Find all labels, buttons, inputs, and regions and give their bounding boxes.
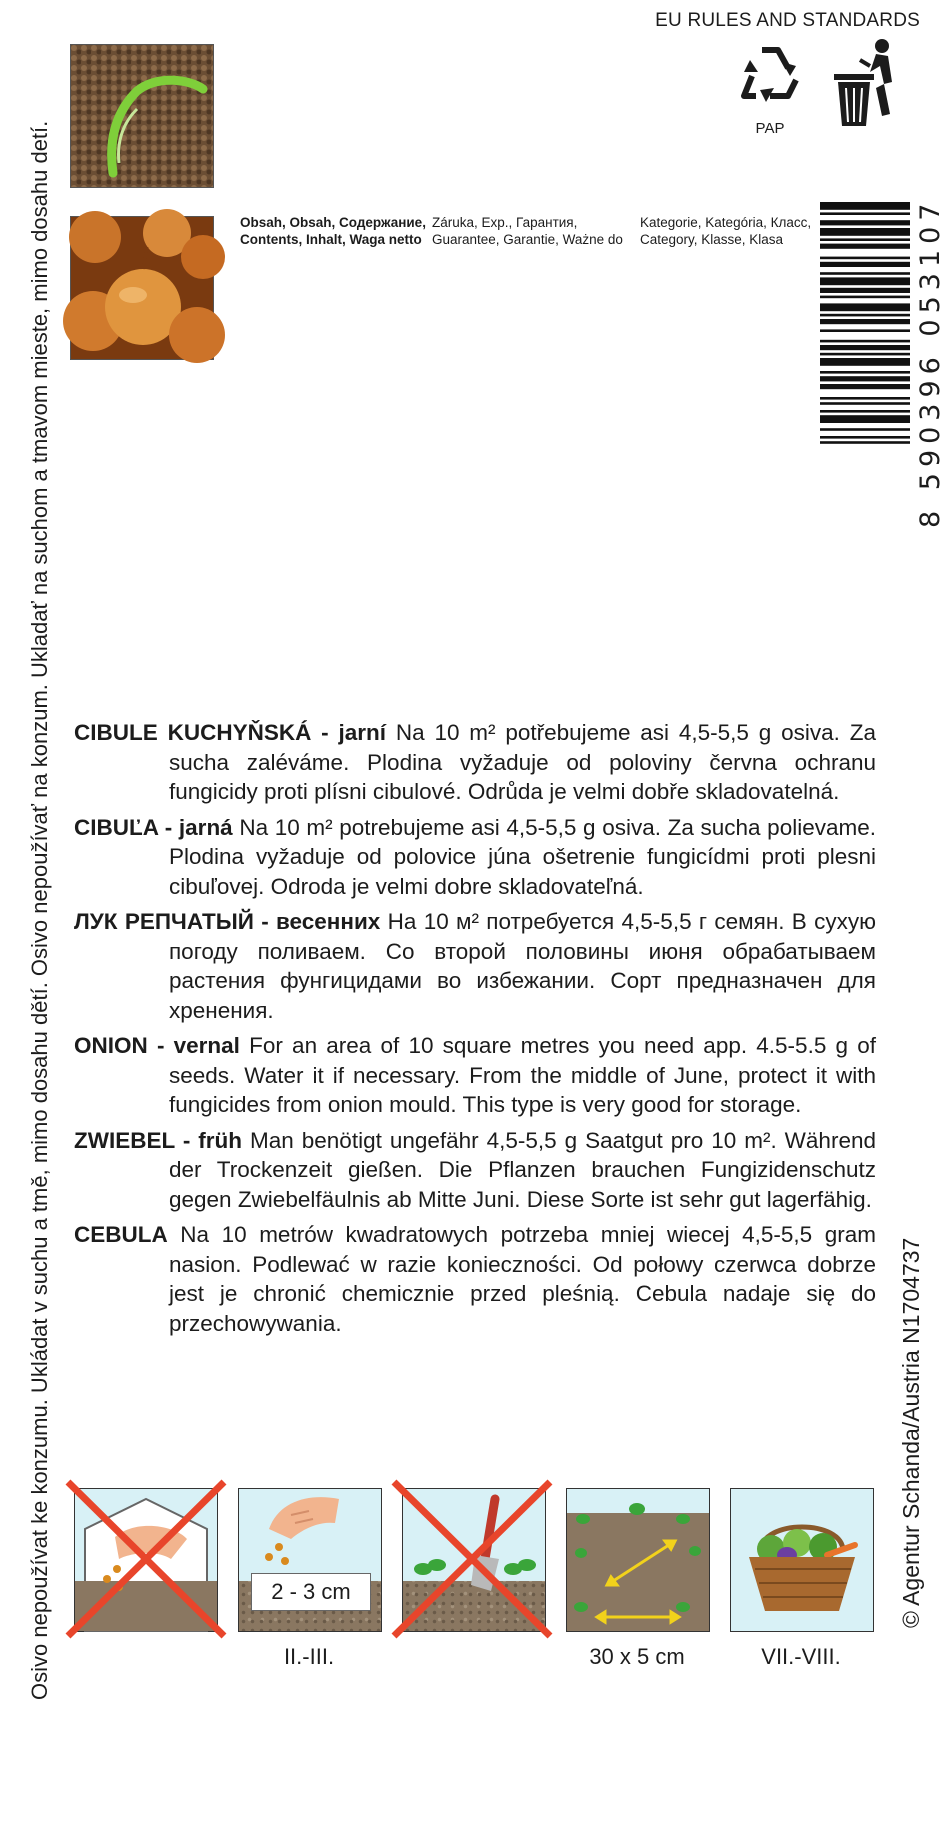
sowing-depth-icon <box>238 1488 382 1632</box>
category-line-2: Category, Klasse, Klasa <box>640 232 784 247</box>
trash-bin-icon <box>830 38 902 130</box>
harvest-basket-icon <box>730 1488 874 1632</box>
sowing-months-label: II.-III. <box>283 1644 335 1669</box>
text-sk: Na 10 m² potrebujeme asi 4,5-5,5 g osiva. Za sucha polievame. Plodina vyžaduje od polovice júna ošetrenie fungicídmi proti plesni cibuľovej. Odroda je velmi dobre skladovateľná. <box>169 814 876 899</box>
description-ru <box>74 907 876 1025</box>
heading-cz: CIBULE KUCHYŇSKÁ - jarní <box>74 720 387 745</box>
expiry-line-2: Guarantee, Garantie, Ważne do <box>432 232 623 247</box>
sowing-depth-label: 2 - 3 cm <box>251 1573 371 1611</box>
category-line-1: Kategorie, Kategória, Класс, <box>640 215 812 230</box>
contents-line-2: Contents, Inhalt, Waga netto <box>240 232 422 247</box>
harvest-months-label: VII.-VIII. <box>761 1644 841 1669</box>
spacing-label: 30 x 5 cm <box>589 1644 685 1669</box>
heading-en: ONION - vernal <box>74 1033 240 1058</box>
description-pl <box>74 1220 876 1338</box>
category-label <box>640 214 811 248</box>
text-en: For an area of 10 square metres you need app. 4.5-5.5 g of seeds. Water it if necessary. From the middle of June, protect it with fungicides from onion mould. This type is very good for storage. <box>169 1033 876 1117</box>
heading-sk: CIBUĽA - jarná <box>74 814 233 840</box>
text-ru: На 10 м² потребуется 4,5-5,5 г семян. В сухую погоду поливаем. Со второй половины июня обрабатываем растения фунгицидами во избежании. Сорт предназначен для хренения. <box>169 909 876 1023</box>
copyright-note: © Agentur Schanda/Austria N1704737 <box>898 1237 924 1628</box>
text-cz: Na 10 m² potřebujeme asi 4,5-5,5 g osiva. Za sucha zaléváme. Plodina vyžaduje od poloviny června ochranu fungicidy proti plísni cibulové. Odrůda je velmi dobře skladovatelná. <box>169 720 876 804</box>
variety-descriptions <box>74 718 876 1344</box>
contents-label <box>240 214 426 248</box>
description-en <box>74 1031 876 1120</box>
barcode <box>820 197 946 528</box>
expiry-line-1: Záruka, Exp., Гарантия, <box>432 215 578 230</box>
onions-photo <box>70 216 214 360</box>
eu-standards-title: EU RULES AND STANDARDS <box>655 10 920 31</box>
description-sk <box>74 813 876 902</box>
contents-line-1: Obsah, Obsah, Содержание, <box>240 215 426 230</box>
not-recommended-cross-2 <box>388 1476 556 1642</box>
not-recommended-cross-1 <box>62 1476 230 1642</box>
heading-de: ZWIEBEL - früh <box>74 1127 243 1153</box>
recycle-code-label: PAP <box>755 120 785 137</box>
plant-spacing-icon <box>566 1488 710 1632</box>
description-cz <box>74 718 876 807</box>
barcode-digits: 8 590396 053107 <box>915 197 946 528</box>
text-de: Man benötigt ungefähr 4,5-5,5 g Saatgut pro 10 m². Während der Trockenzeit gießen. Die Pflanzen brauchen Fungizidenschutz gegen Zwiebelfäulnis ab Mitte Juni. Diese Sorte ist sehr gut lagerfähig. <box>169 1127 876 1212</box>
expiry-label <box>432 214 623 248</box>
recycle-icon <box>730 40 810 118</box>
heading-pl: CEBULA <box>74 1222 168 1247</box>
description-de <box>74 1126 876 1215</box>
seedling-photo <box>70 44 214 188</box>
text-pl: Na 10 metrów kwadratowych potrzeba mniej wiecej 4,5-5,5 gram nasion. Podlewać w razie konieczności. Od połowy czerwca dobrze jest je chronić chemicznie przed pleśnią. Cebula nadaje się do przechowywania. <box>167 1222 876 1336</box>
heading-ru: ЛУК РЕПЧАТЫЙ - весенних <box>74 909 381 934</box>
storage-warning: Osivo nepoužívat ke konzumu. Ukládat v suchu a tmě, mimo dosahu dětí. Osivo nepoužívať na konzum. Ukladať na suchom a tmavom mieste, mimo dosahu detí. <box>27 120 52 1700</box>
